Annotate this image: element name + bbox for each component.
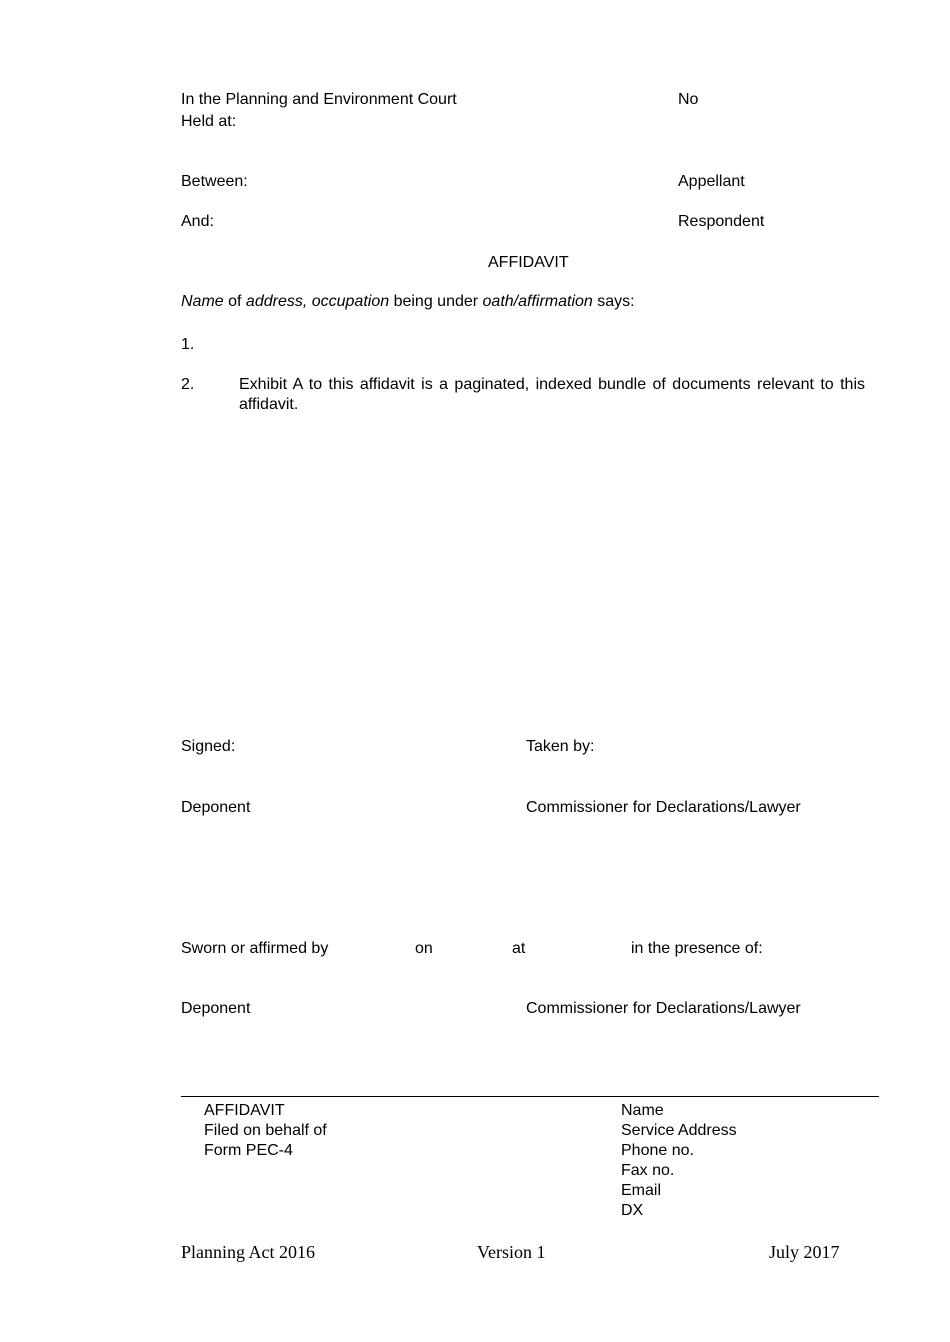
filing-doc-type: AFFIDAVIT [204, 1102, 285, 1119]
sworn-on-label: on [415, 940, 433, 957]
footer-divider [181, 1096, 879, 1097]
commissioner-label: Commissioner for Declarations/Lawyer [526, 799, 801, 816]
presence-label: in the presence of: [631, 940, 763, 957]
intro-name: Name [181, 293, 224, 310]
paragraph-1-number: 1. [181, 336, 195, 353]
between-label: Between: [181, 173, 248, 190]
paragraph-2-number: 2. [181, 376, 195, 393]
intro-being-under: being under [389, 293, 483, 310]
intro-line [181, 292, 635, 312]
footer-act: Planning Act 2016 [181, 1242, 315, 1262]
filing-form: Form PEC-4 [204, 1142, 293, 1159]
footer-version: Version 1 [477, 1242, 546, 1262]
paragraph-2-text: Exhibit A to this affidavit is a paginated, indexed bundle of documents relevant to this affidavit. [239, 376, 865, 413]
intro-oath: oath/affirmation [482, 293, 593, 310]
filing-fax: Fax no. [621, 1162, 675, 1179]
filing-phone: Phone no. [621, 1142, 694, 1159]
taken-by-label: Taken by: [526, 738, 595, 755]
intro-address-occupation: address, occupation [245, 293, 390, 310]
document-title: AFFIDAVIT [488, 254, 569, 271]
deponent-label: Deponent [181, 799, 251, 816]
sworn-at-label: at [512, 940, 526, 957]
footer-date: July 2017 [769, 1242, 840, 1262]
filing-name: Name [621, 1102, 664, 1119]
held-at-label: Held at: [181, 113, 237, 130]
filing-on-behalf: Filed on behalf of [204, 1122, 327, 1139]
filing-service-address: Service Address [621, 1122, 737, 1139]
intro-of: of [223, 293, 246, 310]
signed-label: Signed: [181, 738, 236, 755]
respondent-label: Respondent [678, 213, 765, 230]
sworn-deponent-label: Deponent [181, 1000, 251, 1017]
filing-email: Email [621, 1182, 662, 1199]
filing-dx: DX [621, 1202, 644, 1219]
sworn-by-label: Sworn or affirmed by [181, 940, 329, 957]
sworn-commissioner-label: Commissioner for Declarations/Lawyer [526, 1000, 801, 1017]
court-name: In the Planning and Environment Court [181, 91, 457, 108]
appellant-label: Appellant [678, 173, 745, 190]
intro-says: says: [592, 293, 635, 310]
case-number-label: No [678, 91, 699, 108]
and-label: And: [181, 213, 214, 230]
